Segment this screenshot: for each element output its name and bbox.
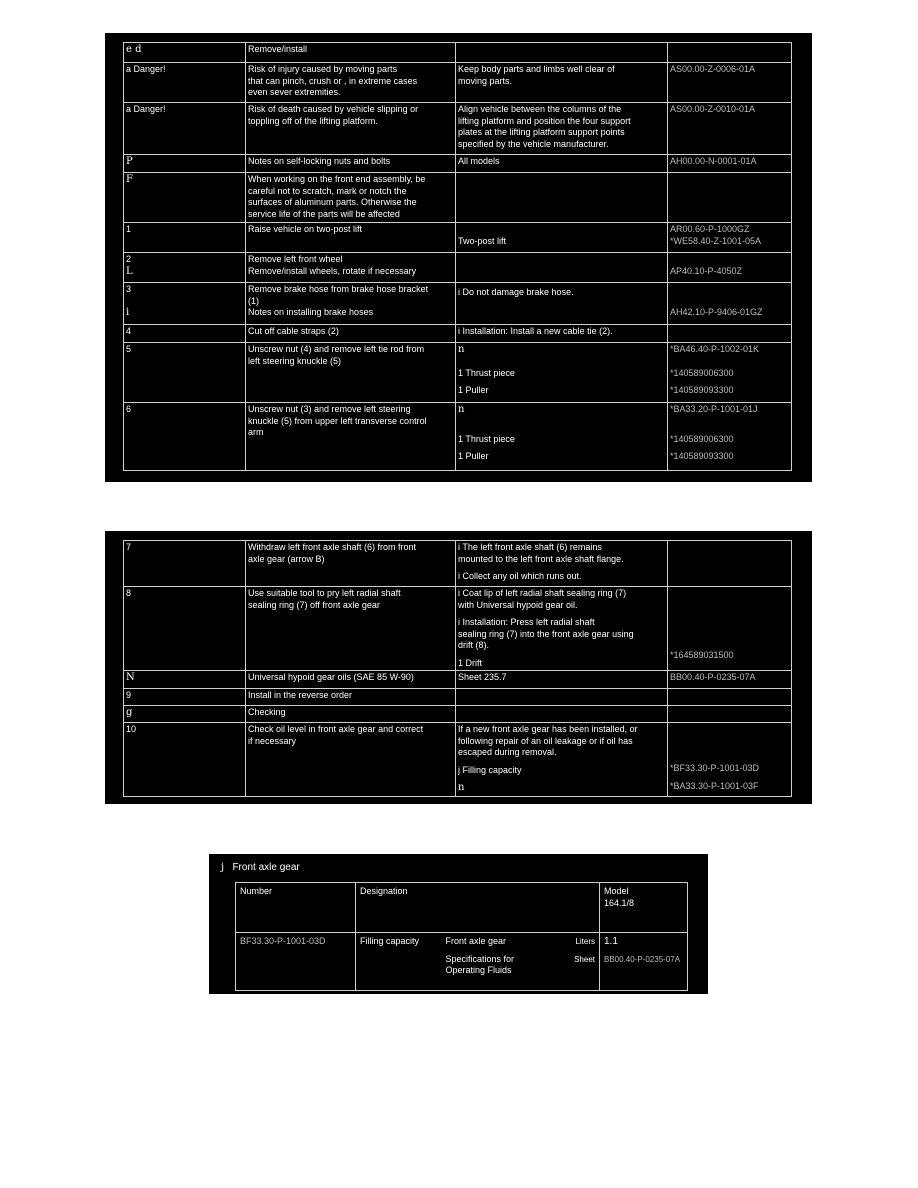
notes-cell: All models xyxy=(456,155,668,173)
step-cell: a Danger! xyxy=(124,103,246,155)
doc-cell[interactable]: AS00.00-Z-0006-01A xyxy=(668,63,792,103)
table-row xyxy=(124,541,792,587)
action-cell: Remove brake hose from brake hose bracket (1) Notes on installing brake hoses xyxy=(246,283,456,325)
action-cell: Universal hypoid gear oils (SAE 85 W-90) xyxy=(246,671,456,689)
step-cell: F xyxy=(124,173,246,223)
step-cell: 1 xyxy=(124,223,246,253)
table-row xyxy=(124,343,792,403)
action-cell: When working on the front end assembly, be careful not to scratch, mark or notch the surfaces of aluminum parts. Otherwise the service life of the parts will be affected xyxy=(246,173,456,223)
action-cell: Cut off cable straps (2) xyxy=(246,325,456,343)
table-row xyxy=(124,253,792,283)
notes-cell xyxy=(456,706,668,723)
notes-cell: Keep body parts and limbs well clear of moving parts. xyxy=(456,63,668,103)
step-cell: 5 xyxy=(124,343,246,403)
notes-cell xyxy=(456,173,668,223)
spec-header-row xyxy=(236,883,688,933)
spec-table xyxy=(235,882,688,991)
header-designation: Designation xyxy=(356,883,600,933)
header-model: Model 164.1/8 xyxy=(600,883,688,933)
step-cell: e d xyxy=(124,43,246,63)
notes-cell xyxy=(456,689,668,706)
procedure-panel-1 xyxy=(105,33,812,482)
doc-cell xyxy=(668,689,792,706)
doc-cell xyxy=(668,43,792,63)
doc-cell[interactable]: BB00.40-P-0235-07A xyxy=(668,671,792,689)
action-cell: Remove/install xyxy=(246,43,456,63)
action-cell: Checking xyxy=(246,706,456,723)
action-cell: Install in the reverse order xyxy=(246,689,456,706)
step-cell: 6 xyxy=(124,403,246,471)
action-cell: Check oil level in front axle gear and correct if necessary xyxy=(246,723,456,797)
step-cell: a Danger! xyxy=(124,63,246,103)
action-cell: Unscrew nut (4) and remove left tie rod from left steering knuckle (5) xyxy=(246,343,456,403)
notes-cell: n 1 Thrust piece 1 Puller xyxy=(456,403,668,471)
table-row xyxy=(124,723,792,797)
doc-cell[interactable]: AP40.10-P-4050Z xyxy=(668,253,792,283)
notes-cell: i The left front axle shaft (6) remains mounted to the left front axle shaft flange. i Collect any oil which runs out. xyxy=(456,541,668,587)
table-row xyxy=(124,689,792,706)
step-cell: 9 xyxy=(124,689,246,706)
doc-cell xyxy=(668,325,792,343)
notes-cell: n 1 Thrust piece 1 Puller xyxy=(456,343,668,403)
notes-cell xyxy=(456,253,668,283)
notes-cell xyxy=(456,43,668,63)
step-cell: P xyxy=(124,155,246,173)
doc-cell[interactable]: *164589031500 xyxy=(668,587,792,671)
doc-cell[interactable]: *BA33.20-P-1001-01J *140589006300 *140589093300 xyxy=(668,403,792,471)
spec-title: j Front axle gear xyxy=(221,862,300,873)
spec-data-row xyxy=(236,933,688,991)
step-cell: g xyxy=(124,706,246,723)
doc-cell xyxy=(668,173,792,223)
procedure-table-1 xyxy=(123,42,792,471)
spec-designation: Filling capacity xyxy=(356,933,442,991)
table-row xyxy=(124,587,792,671)
step-cell: 8 xyxy=(124,587,246,671)
action-cell: Risk of death caused by vehicle slipping or toppling off of the lifting platform. xyxy=(246,103,456,155)
table-row xyxy=(124,155,792,173)
table-row xyxy=(124,223,792,253)
action-cell: Withdraw left front axle shaft (6) from front axle gear (arrow B) xyxy=(246,541,456,587)
action-cell: Raise vehicle on two-post lift xyxy=(246,223,456,253)
notes-cell: Align vehicle between the columns of the lifting platform and position the four support plates at the lifting platform support points specified by the vehicle manufacturer. xyxy=(456,103,668,155)
action-cell: Unscrew nut (3) and remove left steering knuckle (5) from upper left transverse control arm xyxy=(246,403,456,471)
notes-cell: i Do not damage brake hose. xyxy=(456,283,668,325)
notes-cell: i Coat lip of left radial shaft sealing ring (7) with Universal hypoid gear oil. i Installation: Press left radial shaft sealing ring (7) into the front axle gear using drift (8). 1 Drift xyxy=(456,587,668,671)
step-cell: 2 L xyxy=(124,253,246,283)
procedure-panel-2 xyxy=(105,531,812,804)
notes-cell: Sheet 235.7 xyxy=(456,671,668,689)
info-icon: j xyxy=(221,862,225,873)
table-row xyxy=(124,403,792,471)
doc-cell[interactable]: AH42.10-P-9406-01GZ xyxy=(668,283,792,325)
procedure-table-2 xyxy=(123,540,792,797)
table-row xyxy=(124,63,792,103)
spec-number[interactable]: BF33.30-P-1001-03D xyxy=(236,933,356,991)
table-row xyxy=(124,43,792,63)
action-cell: Risk of injury caused by moving parts that can pinch, crush or , in extreme cases even sever extremities. xyxy=(246,63,456,103)
doc-cell[interactable]: *BA46.40-P-1002-01K *140589006300 *140589093300 xyxy=(668,343,792,403)
doc-cell[interactable]: *BF33.30-P-1001-03D *BA33.30-P-1001-03F xyxy=(668,723,792,797)
action-cell: Remove left front wheel Remove/install wheels, rotate if necessary xyxy=(246,253,456,283)
notes-cell: i Installation: Install a new cable tie (2). xyxy=(456,325,668,343)
spec-values: 1.1 BB00.40-P-0235-07A xyxy=(600,933,688,991)
table-row xyxy=(124,173,792,223)
step-cell: 3 i xyxy=(124,283,246,325)
doc-cell[interactable]: AS00.00-Z-0010-01A xyxy=(668,103,792,155)
action-cell: Notes on self-locking nuts and bolts xyxy=(246,155,456,173)
doc-cell[interactable]: AR00.60-P-1000GZ *WE58.40-Z-1001-05A xyxy=(668,223,792,253)
table-row xyxy=(124,283,792,325)
step-cell: N xyxy=(124,671,246,689)
spec-units: Liters Sheet xyxy=(564,933,600,991)
table-row xyxy=(124,325,792,343)
step-cell: 7 xyxy=(124,541,246,587)
doc-cell xyxy=(668,706,792,723)
step-cell: 4 xyxy=(124,325,246,343)
action-cell: Use suitable tool to pry left radial shaft sealing ring (7) off front axle gear xyxy=(246,587,456,671)
doc-cell xyxy=(668,541,792,587)
spec-items: Front axle gear Specifications for Operating Fluids xyxy=(442,933,564,991)
notes-cell: Two-post lift xyxy=(456,223,668,253)
step-cell: 10 xyxy=(124,723,246,797)
header-number: Number xyxy=(236,883,356,933)
doc-cell[interactable]: AH00.00-N-0001-01A xyxy=(668,155,792,173)
table-row xyxy=(124,103,792,155)
table-row xyxy=(124,706,792,723)
spec-panel xyxy=(209,854,708,994)
notes-cell: If a new front axle gear has been installed, or following repair of an oil leakage or if oil has escaped during removal. j Filling capacity n xyxy=(456,723,668,797)
table-row xyxy=(124,671,792,689)
